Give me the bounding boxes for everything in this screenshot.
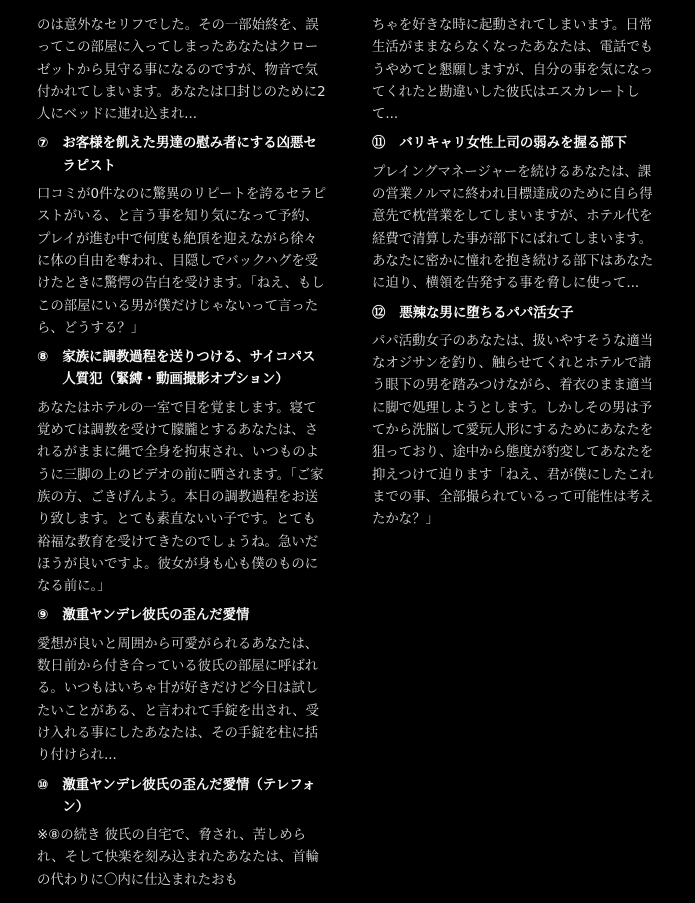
item-number: ⑪ (372, 136, 386, 152)
item-description-8: あなたはホテルの一室で目を覚まします。寝て覚めては調教を受けて朦朧とするあなたは、されるがままに縄で全身を拘束され、いつものように三脚の上のビデオの前に晒されます。「ご家族の方、ごきげんよう。本日の調教過程をお送り致します。とても素直ないい子です。とても裕福な教育を受けてきたのでしょうね。急いだほうが良いですよ。彼女が身も心も僕のものになる前に。」 (37, 400, 324, 595)
right-column (372, 15, 662, 539)
item-title: お客様を飢えた男達の慰み者にする凶悪セラピスト (62, 136, 317, 174)
intro-paragraph: のは意外なセリフでした。その一部始終を、誤ってこの部屋に入ってしまったあなたはクローゼットから見守る事になるのですが、物音で気付かれてしまいます。あなたは口封じのために2人にベッドに連れ込まれ... (37, 18, 326, 123)
item-title: 激重ヤンデレ彼氏の歪んだ愛情（テレフォン） (62, 777, 316, 815)
item-description-9: 愛想が良いと周囲から可愛がられるあなたは、数日前から付き合っている彼氏の部屋に呼ばれる。いつもはいちゃ甘が好きだけど今日は試したいことがある、と言われて手錠を出され、受け入れる事にしたあなたは、その手錠を柱に括り付けられ... (37, 636, 320, 764)
item-number: ⑧ (37, 350, 49, 366)
item-heading-11 (372, 133, 662, 155)
intro-paragraph: ちゃを好きな時に起動されてしまいます。日常生活がままならなくなったあなたは、電話でもうやめてと懇願しますが、自分の事を気になってくれたと勘違いした彼氏はエスカレートして... (372, 18, 654, 123)
item-heading-10 (37, 775, 327, 820)
left-column (37, 15, 327, 899)
item-heading-8 (37, 347, 327, 392)
item-heading-9 (37, 605, 327, 627)
item-description-12: パパ活動女子のあなたは、扱いやすそうな適当なオジサンを釣り、触らせてくれとホテルで請う眼下の男を踏みつけながら、着衣のまま適当に脚で処理しようとします。しかしその男は予てから洗脳して愛玩人形にするためにあなたを狙っており、途中から態度が豹変してあなたを抑えつけて迫ります「ねえ、君が僕にしたこれまでの事、全部撮られているって可能性は考えたかな？」 (372, 333, 654, 528)
item-title: 悪辣な男に堕ちるパパ活女子 (399, 305, 574, 321)
item-description-7: 口コミが0件なのに驚異のリピートを誇るセラピストがいる、と言う事を知り気になって予約、プレイが進む中で何度も絶頂を迎えながら徐々に体の自由を奪われ、目隠しでバックハグを受けたときに驚愕の告白を受けます。「ねえ、もしこの部屋にいる男が僕だけじゃないって言ったら、どうする？」 (37, 187, 327, 336)
item-heading-7 (37, 133, 327, 178)
item-title: 激重ヤンデレ彼氏の歪んだ愛情 (62, 608, 250, 624)
item-title: 家族に調教過程を送りつける、サイコパス人質犯（緊縛・動画撮影オプション） (62, 350, 316, 388)
item-description-10: ※⑧の続き 彼氏の自宅で、脅され、苦しめられ、そして快楽を刻み込まれたあなたは、首輪の代わりに〇内に仕込まれたおも (37, 828, 320, 888)
item-number: ⑨ (37, 608, 49, 624)
item-heading-12 (372, 303, 662, 325)
item-number: ⑦ (37, 136, 49, 152)
item-number: ⑩ (37, 777, 49, 793)
item-number: ⑫ (372, 305, 386, 321)
item-title: バリキャリ女性上司の弱みを握る部下 (399, 136, 628, 152)
item-description-11: プレイングマネージャーを続けるあなたは、課の営業ノルマに終われ目標達成のために自ら得意先で枕営業をしてしまいますが、ホテル代を経費で清算した事が部下にばれてしまいます。あなたに密かに憧れを抱き続ける部下はあなたに迫り、横領を告発する事を脅しに使って... (372, 164, 654, 292)
